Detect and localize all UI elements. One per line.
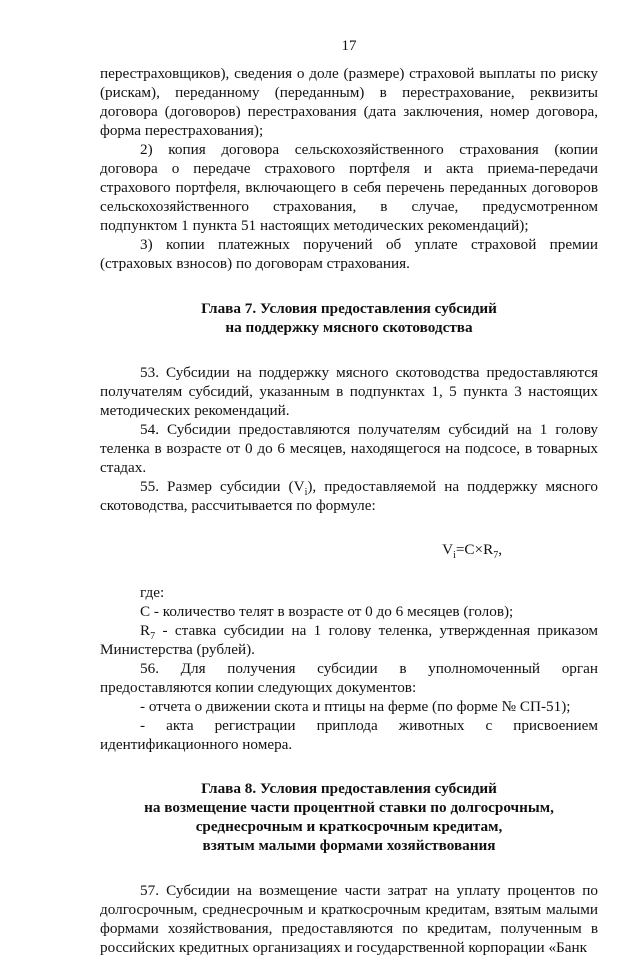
- intro-continuation: перестраховщиков), сведения о доле (размере) страховой выплаты по риску (рискам), переданному (переданным) в перестрахование, реквизиты договора (договоров) перестрахования (дата заключения, номер договора, форма перестрахования);: [100, 65, 598, 139]
- formula-v: V: [442, 541, 454, 558]
- term-r7-symbol: R: [140, 622, 151, 639]
- chapter-8-title-line-1: Глава 8. Условия предоставления субсидий: [201, 780, 497, 797]
- page-number: 17: [341, 38, 357, 54]
- formula-end: ,: [498, 541, 502, 558]
- chapter-8-title-line-4: взятым малыми формами хозяйствования: [202, 837, 496, 854]
- paragraph-56: 56. Для получения субсидии в уполномоченный орган предоставляются копии следующих документов:: [100, 660, 598, 696]
- paragraph-57: 57. Субсидии на возмещение части затрат на уплату процентов по долгосрочным, среднесрочным и краткосрочным кредитам, взятым малыми формами хозяйствования, предоставляются по кредитам, полученным в российских кредитных организациях и государственной корпорации «Банк: [100, 882, 598, 956]
- term-c: С - количество телят в возрасте от 0 до 6 месяцев (голов);: [140, 603, 514, 620]
- formula-v-sub: i: [453, 550, 456, 562]
- paragraph-53: 53. Субсидии на поддержку мясного скотоводства предоставляются получателям субсидий, указанным в подпунктах 1, 5 пункта 3 настоящих методических рекомендаций.: [100, 364, 598, 419]
- paragraph-55-tail: ), предоставляемой на поддержку мясного скотоводства, рассчитывается по формуле:: [100, 478, 598, 514]
- intro-item-3: 3) копии платежных поручений об уплате страховой премии (страховых взносов) по договорам страхования.: [100, 236, 598, 272]
- where-label: где:: [140, 584, 165, 601]
- formula-r-sub: 7: [493, 550, 499, 562]
- intro-item-2: 2) копия договора сельскохозяйственного страхования (копии договора о передаче страхового портфеля и акта приема-передачи страхового портфеля, включающего в себя перечень переданных договоров сельскохозяйственного страхования, в случае, предусмотренном подпунктом 1 пункта 51 настоящих методических рекомендаций);: [100, 141, 598, 234]
- term-r7: [100, 621, 598, 659]
- paragraph-55-sub: i: [304, 487, 308, 499]
- chapter-7-title-line-1: Глава 7. Условия предоставления субсидий: [201, 300, 497, 317]
- chapter-8-title-line-3: среднесрочным и краткосрочным кредитам,: [195, 818, 503, 835]
- paragraph-56-item-1: - отчета о движении скота и птицы на ферме (по форме № СП-51);: [140, 698, 571, 715]
- paragraph-56-item-2: - акта регистрации приплода животных с присвоением идентификационного номера.: [100, 717, 598, 753]
- chapter-8-heading: [100, 779, 598, 855]
- paragraph-55: [100, 477, 598, 515]
- formula: [100, 541, 598, 562]
- chapter-7-heading: [100, 299, 598, 337]
- formula-mid: =C×R: [455, 541, 494, 558]
- term-r7-tail: - ставка субсидии на 1 голову теленка, утвержденная приказом Министерства (рублей).: [100, 622, 598, 658]
- chapter-7-title-line-2: на поддержку мясного скотоводства: [225, 319, 473, 336]
- term-r7-sub: 7: [150, 631, 156, 643]
- chapter-8-title-line-2: на возмещение части процентной ставки по долгосрочным,: [144, 799, 554, 816]
- paragraph-54: 54. Субсидии предоставляются получателям субсидий на 1 голову теленка в возрасте от 0 до 6 месяцев, находящегося на подсосе, в товарных стадах.: [100, 421, 598, 476]
- paragraph-55-head: 55. Размер субсидии (V: [140, 478, 305, 495]
